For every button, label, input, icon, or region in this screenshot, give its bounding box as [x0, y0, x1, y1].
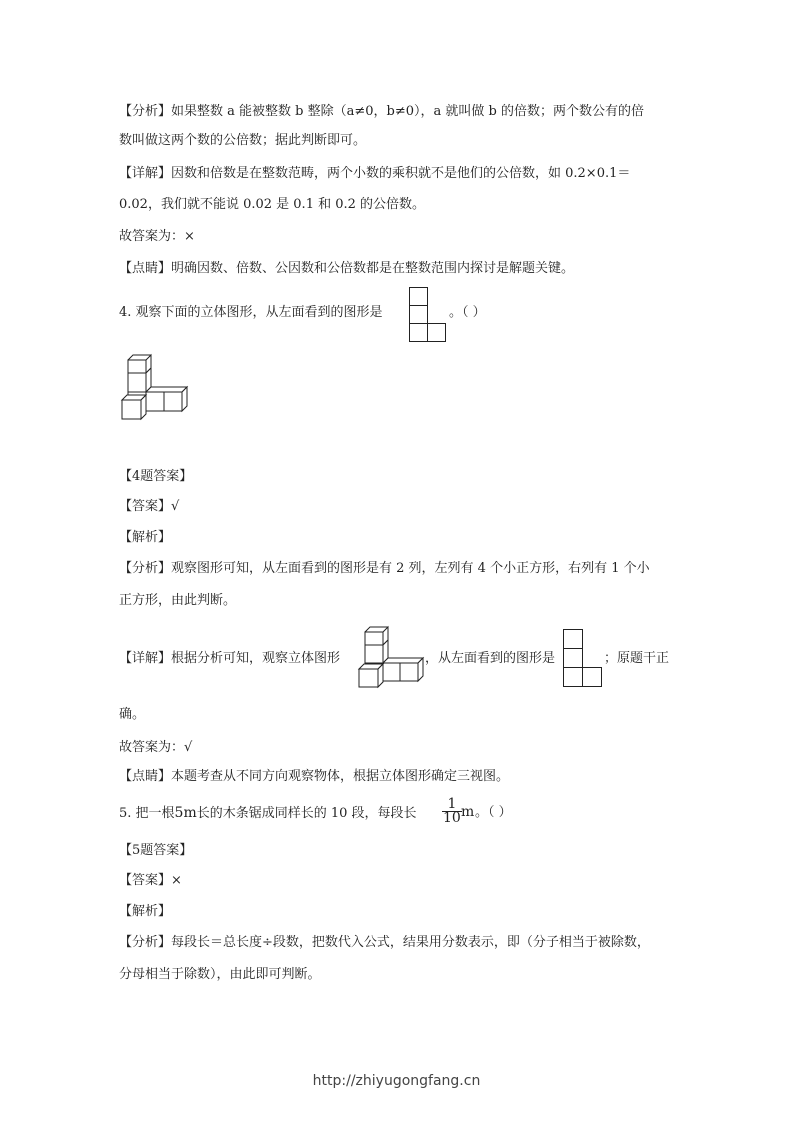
- q4-detail-left-view-figure: [563, 629, 603, 688]
- q4-detail-cube-figure: [357, 626, 423, 688]
- q5-fraction-numerator: 1: [442, 798, 462, 812]
- q5-question-bracket: 。（ ）: [475, 805, 512, 820]
- q4-analysis-line-1: 【分析】观察图形可知，从左面看到的图形是有 2 列，左列有 4 个小正方形，右列有 1 个小: [119, 561, 650, 576]
- q3-comment: 【点睛】明确因数、倍数、公因数和公倍数都是在整数范围内探讨是解题关键。: [119, 261, 575, 276]
- q4-question-text: 4. 观察下面的立体图形，从左面看到的图形是: [119, 305, 383, 320]
- q4-detail-line-2: 确。: [119, 707, 146, 722]
- q5-jiexi: 【解析】: [119, 904, 172, 919]
- q5-analysis-line-2: 分母相当于除数），由此即可判断。: [119, 967, 321, 982]
- q4-comment: 【点睛】本题考查从不同方向观察物体，根据立体图形确定三视图。: [119, 769, 510, 784]
- q5-analysis-line-1: 【分析】每段长＝总长度÷段数，把数代入公式，结果用分数表示，即（分子相当于被除数，: [119, 935, 650, 950]
- q4-answer: 【答案】√: [119, 499, 180, 514]
- q5-unit: m: [461, 804, 475, 820]
- q4-cube-figure: [120, 355, 188, 421]
- q3-conclusion: 故答案为：×: [119, 229, 195, 244]
- q4-detail-a: 【详解】根据分析可知，观察立体图形: [119, 651, 341, 666]
- q5-fraction-denominator: 10: [443, 810, 461, 826]
- q5-question-text-b: 长的木条锯成同样长的 10 段，每段长: [196, 806, 417, 821]
- q4-left-view-figure: [409, 287, 447, 343]
- q4-jiexi: 【解析】: [119, 530, 172, 545]
- q5-question: [119, 805, 417, 822]
- q4-question-bracket: 。（ ）: [449, 305, 486, 320]
- q4-detail-b: ，从左面看到的图形是: [425, 651, 556, 666]
- footer-url[interactable]: http://zhiyugongfang.cn: [312, 1073, 481, 1089]
- q3-detail-line-1: 【详解】因数和倍数是在整数范畴，两个小数的乘积就不是他们的公倍数，如 0.2×0.1＝: [119, 166, 631, 181]
- q5-heading: 【5题答案】: [119, 843, 193, 858]
- q4-question: [119, 305, 383, 321]
- q3-detail-line-2: 0.02，我们就不能说 0.02 是 0.1 和 0.2 的公倍数。: [119, 197, 426, 212]
- q4-analysis-line-2: 正方形，由此判断。: [119, 593, 237, 608]
- q5-answer: 【答案】×: [119, 873, 182, 888]
- q5-question-text-a: 5. 把一根: [119, 806, 175, 821]
- q5-fraction: [442, 798, 462, 825]
- q4-heading: 【4题答案】: [119, 469, 193, 484]
- q3-analysis-line-1: 【分析】如果整数 a 能被整数 b 整除（a≠0，b≠0），a 就叫做 b 的倍数；两个数公有的倍: [119, 104, 644, 119]
- q5-length-value: 5m: [174, 805, 197, 821]
- q4-conclusion: 故答案为：√: [119, 740, 193, 755]
- q3-analysis-line-2: 数叫做这两个数的公倍数；据此判断即可。: [119, 133, 367, 148]
- q4-detail-c: ；原题干正: [604, 651, 670, 666]
